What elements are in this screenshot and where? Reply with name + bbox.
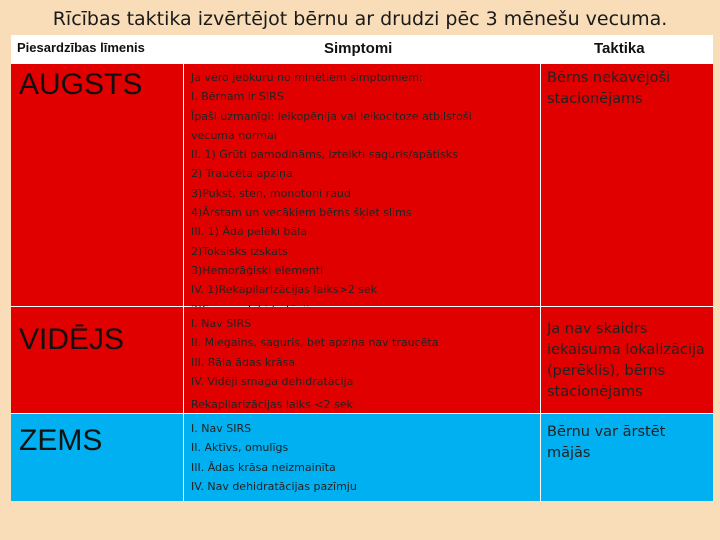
- header-symptoms: Simptomi: [184, 35, 540, 63]
- symptom-line: 4)Ārstam un vecākiem bērns šķiet slims: [191, 206, 412, 220]
- symptom-line: IV. 1)Rekapilarizācijas laiks>2 sek: [191, 283, 378, 297]
- triage-table: [11, 35, 713, 501]
- symptom-line: 2)Toksisks izskats: [191, 244, 288, 258]
- symptom-line: Ja vēro jebkuru no minētiem simptomiem:: [191, 71, 423, 84]
- level-high: AUGSTS: [11, 64, 183, 306]
- symptom-line: IV. Nav dehidratācijas pazīmju: [191, 479, 357, 493]
- symptom-line: III. Bāla ādas krāsa: [191, 355, 296, 369]
- symptom-line: III. 1) Āda pelēki bāla: [191, 225, 308, 239]
- symptoms-low: [184, 414, 540, 501]
- symptom-line: III. Ādas krāsa neizmainīta: [191, 460, 336, 474]
- symptom-line: 3)Pukst, sten, monotoni raud: [191, 186, 351, 200]
- level-medium: VIDĒJS: [11, 307, 183, 413]
- slide-title: Rīcības taktika izvērtējot bērnu ar drudzi pēc 3 mēnešu vecuma.: [52, 8, 668, 30]
- tactics-medium: Ja nav skaidrs iekaisuma lokalizācija (perēklis), bērns stacionējams: [541, 307, 713, 413]
- symptom-line: IV. Vidēji smaga dehidratācija: [191, 374, 354, 388]
- symptom-line: 2) Traucēta apziņa: [191, 167, 293, 181]
- symptom-line: Īpaši uzmanīgi: leikopēnija vai leikocitoze atbilstoši: [191, 109, 472, 123]
- header-tactics: Taktika: [541, 35, 713, 63]
- symptom-line: I. Nav SIRS: [191, 317, 252, 330]
- symptom-line: I. Bērnam ir SIRS: [191, 90, 284, 104]
- symptom-line: II. 1) Grūti pamodināms, izteikti saguris/apātisks: [191, 148, 458, 162]
- symptom-line: Rekapilarizācijas laiks <2 sek: [191, 398, 353, 412]
- level-low: ZEMS: [11, 414, 183, 501]
- tactics-high: Bērns nekavējoši stacionējams: [541, 64, 713, 306]
- header-level: Piesardzības līmenis: [11, 35, 183, 63]
- symptom-line: vecuma normai: [191, 128, 277, 142]
- symptom-line: II. Miegains, saguris, bet apziņa nav traucēta: [191, 336, 439, 350]
- tactics-low: Bērnu var ārstēt mājās: [541, 414, 713, 501]
- symptom-line: I. Nav SIRS: [191, 422, 252, 435]
- symptom-line: 3)Hemorāģiski elementi: [191, 263, 324, 277]
- symptoms-high: [184, 64, 540, 306]
- symptom-line: II. Aktīvs, omulīgs: [191, 441, 289, 455]
- symptoms-medium: [184, 307, 540, 413]
